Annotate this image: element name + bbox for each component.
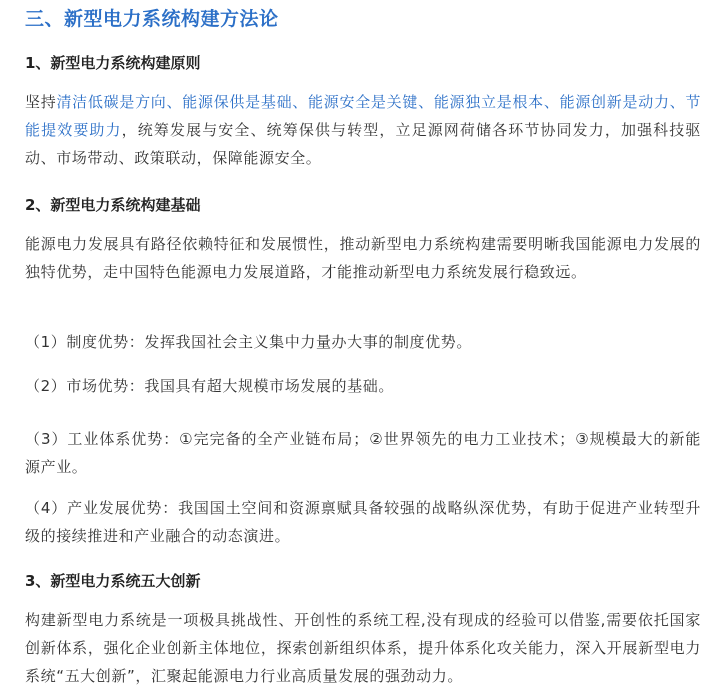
heading-principles: 1、新型电力系统构建原则 (25, 54, 201, 72)
paragraph-innovation: 构建新型电力系统是一项极具挑战性、开创性的系统工程,没有现成的经验可以借鉴,需要依托国家创新体系，强化企业创新主体地位，探索创新组织体系，提升体系化攻关能力，深入开展新型电力系统“五大创新”，汇聚起能源电力行业高质量发展的强劲动力。 (25, 611, 701, 685)
foundation-item-industrial: （3）工业体系优势：①完完备的全产业链布局；②世界领先的电力工业技术；③规模最大的新能源产业。 (25, 430, 701, 476)
principles-prefix: 坚持 (25, 93, 57, 111)
section-title: 三、新型电力系统构建方法论 (25, 8, 279, 30)
heading-innovation: 3、新型电力系统五大创新 (25, 572, 201, 590)
foundation-item-institutional: （1）制度优势：发挥我国社会主义集中力量办大事的制度优势。 (25, 333, 472, 351)
principles-highlight: 清洁低碳是方向、能源保供是基础、能源安全是关键、能源独立是根本、能源创新是动力、节能提效要助力 (25, 93, 701, 139)
paragraph-principles (25, 88, 701, 172)
foundation-item-market: （2）市场优势：我国具有超大规模市场发展的基础。 (25, 377, 394, 395)
foundation-item-development: （4）产业发展优势：我国国土空间和资源禀赋具备较强的战略纵深优势，有助于促进产业转型升级的接续推进和产业融合的动态演进。 (25, 499, 701, 545)
heading-foundation: 2、新型电力系统构建基础 (25, 196, 201, 214)
principles-rest: ，统筹发展与安全、统筹保供与转型，立足源网荷储各环节协同发力，加强科技驱动、市场带动、政策联动，保障能源安全。 (25, 121, 701, 167)
paragraph-foundation: 能源电力发展具有路径依赖特征和发展惯性，推动新型电力系统构建需要明晰我国能源电力发展的独特优势，走中国特色能源电力发展道路，才能推动新型电力系统发展行稳致远。 (25, 235, 701, 281)
